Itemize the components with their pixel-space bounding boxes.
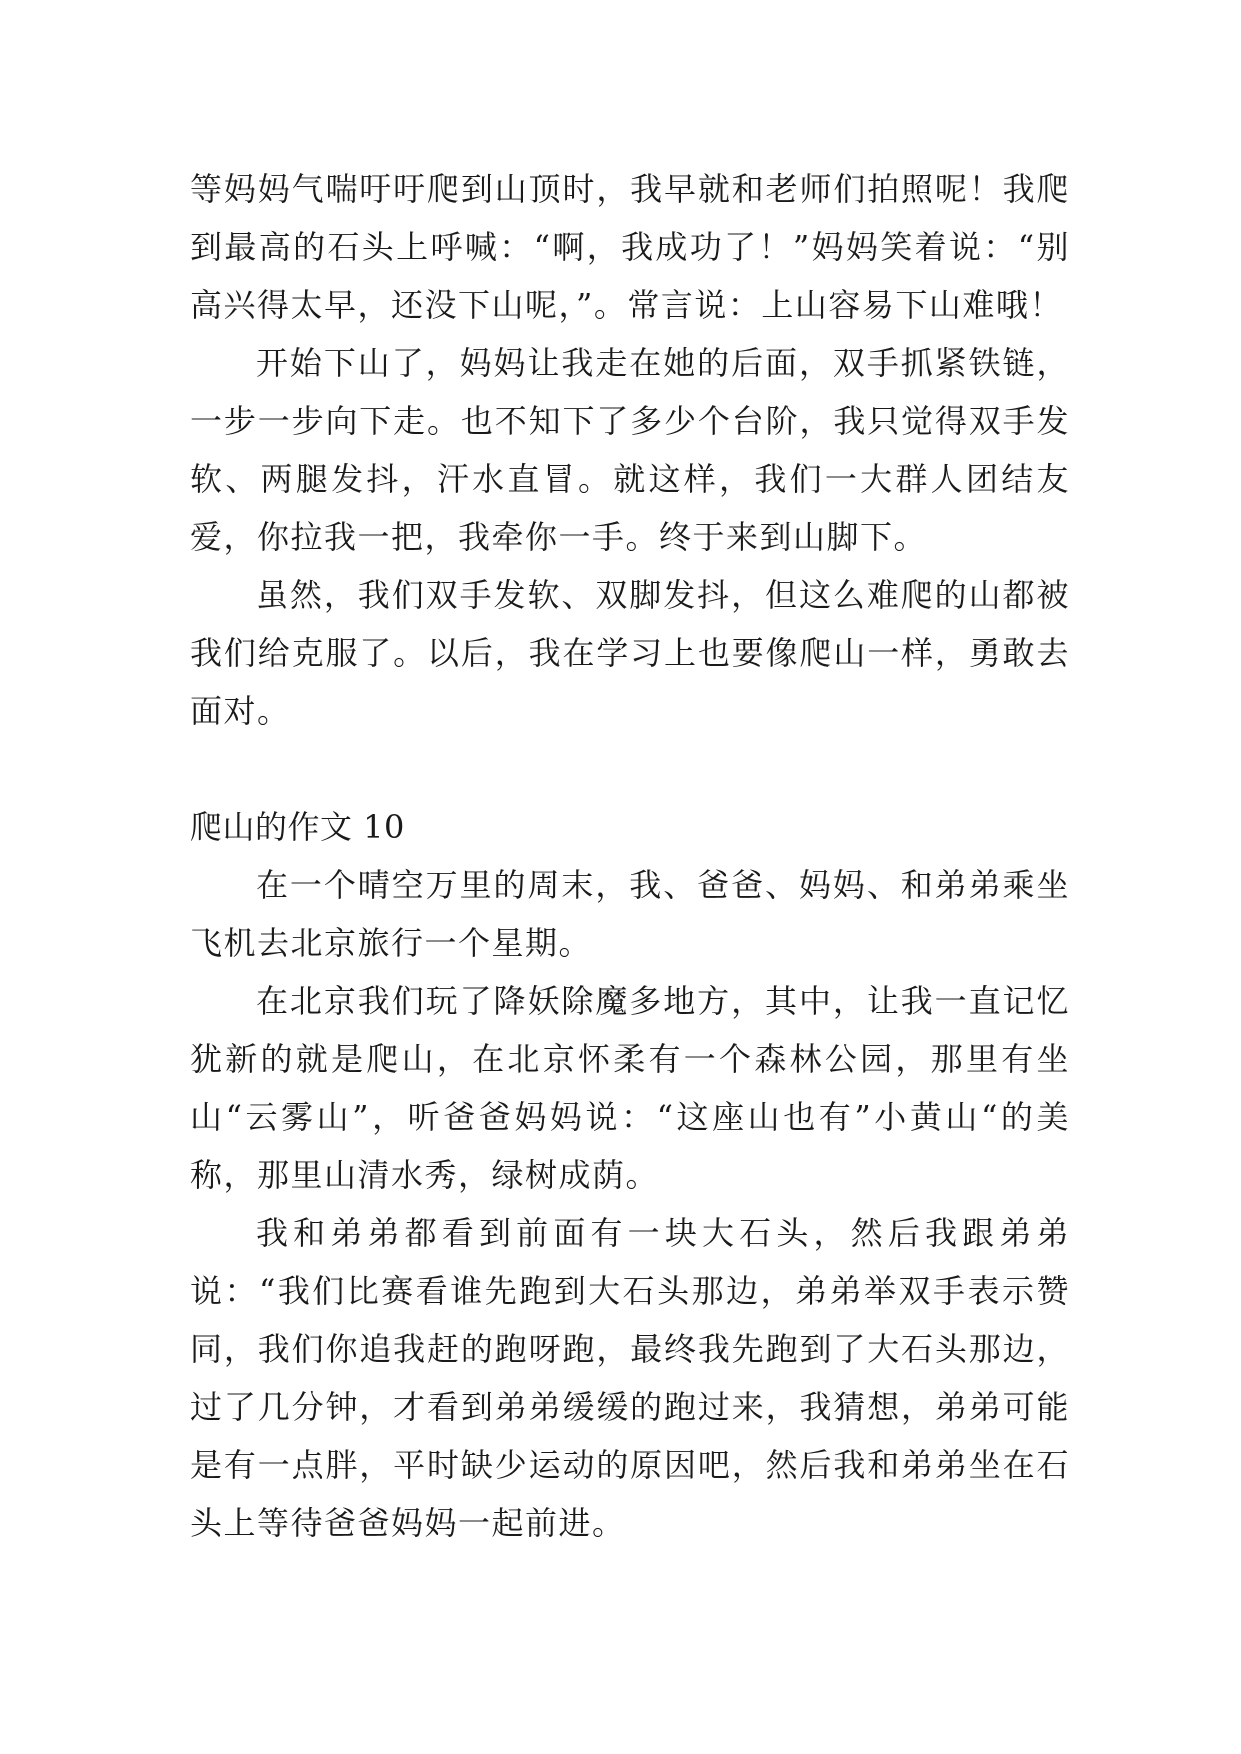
section-title: 爬山的作文 10 <box>190 808 405 846</box>
paragraph-mountain: 在北京我们玩了降妖除魔多地方，其中，让我一直记忆犹新的就是爬山，在北京怀柔有一个森林公园，那里有坐山“云雾山”，听爸爸妈妈说：“这座山也有”小黄山“的美称，那里山清水秀，绿树成荫。 <box>190 982 1070 1194</box>
document-body <box>190 160 1070 1552</box>
paragraph-conclusion: 虽然，我们双手发软、双脚发抖，但这么难爬的山都被我们给克服了。以后，我在学习上也要像爬山一样，勇敢去面对。 <box>190 576 1070 730</box>
paragraph-race: 我和弟弟都看到前面有一块大石头，然后我跟弟弟说：“我们比赛看谁先跑到大石头那边，弟弟举双手表示赞同，我们你追我赶的跑呀跑，最终我先跑到了大石头那边，过了几分钟，才看到弟弟缓缓的跑过来，我猜想，弟弟可能是有一点胖，平时缺少运动的原因吧，然后我和弟弟坐在石头上等待爸爸妈妈一起前进。 <box>190 1214 1070 1542</box>
paragraph-descent: 开始下山了，妈妈让我走在她的后面，双手抓紧铁链，一步一步向下走。也不知下了多少个台阶，我只觉得双手发软、两腿发抖，汗水直冒。就这样，我们一大群人团结友爱，你拉我一把，我牵你一手。终于来到山脚下。 <box>190 344 1070 556</box>
paragraph-summit: 等妈妈气喘吁吁爬到山顶时，我早就和老师们拍照呢！我爬到最高的石头上呼喊：“啊，我成功了！”妈妈笑着说：“别高兴得太早，还没下山呢，”。常言说：上山容易下山难哦！ <box>190 170 1070 324</box>
paragraph-trip: 在一个晴空万里的周末，我、爸爸、妈妈、和弟弟乘坐飞机去北京旅行一个星期。 <box>190 866 1070 962</box>
